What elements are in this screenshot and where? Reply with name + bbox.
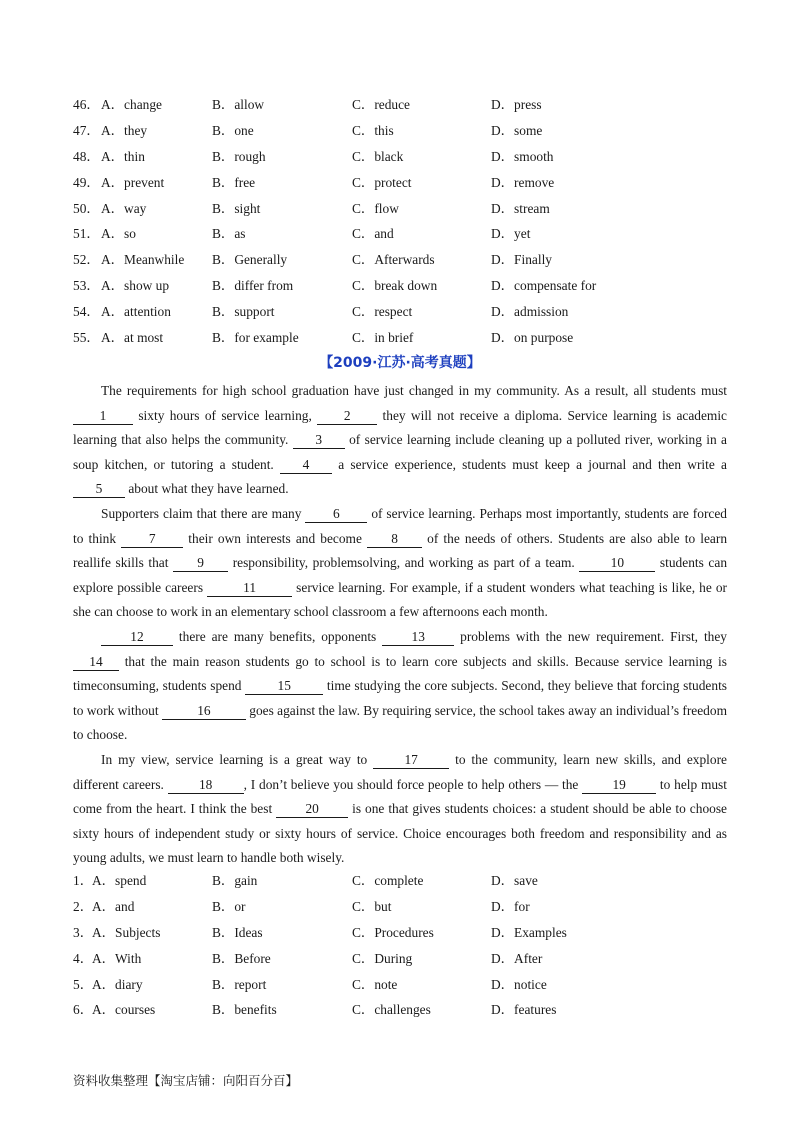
- question-row: [73, 299, 733, 325]
- option-a: A．way: [101, 200, 147, 216]
- option-c: C．in brief: [352, 330, 414, 346]
- question-row: [73, 325, 733, 351]
- option-d: D．admission: [491, 304, 569, 320]
- option-d: D．compensate for: [491, 278, 597, 294]
- question-number: 4．: [73, 950, 94, 966]
- option-c: C．respect: [352, 304, 413, 320]
- option-a: A．With: [92, 950, 142, 966]
- question-number: 51．: [73, 226, 100, 242]
- blank-13: 13: [382, 629, 454, 646]
- option-d: D．remove: [491, 174, 555, 190]
- option-a: A．they: [101, 122, 148, 138]
- passage-text: time studying the core subjects. Second, they believe that forcing students to work without: [73, 678, 728, 718]
- passage-text: is one that gives students choices: a student should be able to choose sixty hours of independent study or sixty hours of service. Choice encourages both freedom and responsibility and as young adults, we must learn to handle both wisely.: [73, 801, 727, 866]
- question-number: 54．: [73, 304, 100, 320]
- paragraph-1: [73, 379, 727, 502]
- blank-7: 7: [121, 531, 183, 548]
- question-row: [73, 247, 733, 273]
- question-number: 49．: [73, 174, 100, 190]
- question-number: 55．: [73, 330, 100, 346]
- option-b: B．differ from: [212, 278, 294, 294]
- passage-text: that the main reason students go to school is to learn core subjects and skills. Because service learning is timeconsuming, students spend: [73, 653, 727, 694]
- option-d: D．save: [491, 873, 538, 888]
- option-d: D．on purpose: [491, 330, 574, 346]
- blank-16: 16: [162, 703, 246, 720]
- option-c: C．black: [352, 148, 404, 164]
- question-row: [73, 273, 733, 299]
- option-c: C．protect: [352, 174, 412, 190]
- option-b: B．report: [212, 976, 267, 992]
- option-d: D．notice: [491, 976, 547, 992]
- section-heading: 【2009·江苏·高考真题】: [319, 355, 481, 371]
- option-c: C．reduce: [352, 97, 411, 112]
- option-d: D．smooth: [491, 148, 554, 164]
- question-row: [73, 196, 733, 222]
- option-b: B．support: [212, 304, 275, 320]
- option-a: A．so: [101, 226, 136, 242]
- option-d: D．stream: [491, 200, 550, 216]
- blank-11: 11: [207, 580, 292, 597]
- blank-1: 1: [73, 408, 133, 425]
- blank-18: 18: [168, 777, 244, 794]
- passage-text: of the needs of others. Students are also able to learn reallife skills that: [73, 530, 728, 571]
- option-c: C．During: [352, 950, 413, 966]
- option-a: A．attention: [101, 304, 171, 320]
- option-a: A．diary: [92, 976, 143, 992]
- paragraph-4: [73, 748, 727, 871]
- option-a: A．change: [101, 97, 162, 112]
- option-a: A．and: [92, 898, 135, 914]
- option-c: C．this: [352, 122, 394, 138]
- option-c: C．but: [352, 898, 392, 914]
- option-a: A．courses: [92, 1002, 156, 1018]
- passage-text: there are many benefits, opponents: [173, 628, 383, 644]
- passage-text: of service learning include cleaning up a polluted river, working in a soup kitchen, or tutoring a student.: [73, 432, 727, 472]
- option-b: B．or: [212, 898, 246, 914]
- blank-10: 10: [579, 555, 655, 572]
- blank-19: 19: [582, 777, 656, 794]
- blank-17: 17: [373, 752, 449, 769]
- option-d: D．for: [491, 898, 530, 914]
- question-number: 47．: [73, 122, 100, 138]
- option-b: B．Before: [212, 950, 271, 966]
- passage-text: In my view, service learning is a great way to: [101, 751, 374, 767]
- option-b: B．allow: [212, 97, 265, 112]
- passage-text: The requirements for high school graduation have just changed in my community. As a result, all students must: [101, 383, 727, 398]
- passage-text: about what they have learned.: [125, 481, 289, 497]
- option-c: C．and: [352, 226, 394, 242]
- cloze-passage: [73, 379, 727, 871]
- option-d: D．After: [491, 950, 543, 966]
- passage-text: responsibility, problemsolving, and working as part of a team.: [228, 555, 580, 571]
- question-number: 3．: [73, 924, 94, 940]
- option-b: B．Generally: [212, 252, 288, 268]
- option-b: B．benefits: [212, 1002, 277, 1018]
- page-footer: 资料收集整理【淘宝店铺：向阳百分百】: [73, 1073, 299, 1088]
- options-list-top: [73, 92, 733, 351]
- question-number: 53．: [73, 278, 100, 294]
- option-c: C．note: [352, 976, 398, 992]
- option-a: A．show up: [101, 278, 170, 294]
- option-b: B．sight: [212, 200, 261, 216]
- passage-text: Supporters claim that there are many: [101, 505, 306, 521]
- question-row: [73, 894, 733, 920]
- passage-text: to help must come from the heart. I think the best: [73, 776, 727, 817]
- option-d: D．some: [491, 122, 543, 138]
- blank-20: 20: [276, 801, 348, 818]
- option-a: A．spend: [92, 873, 147, 888]
- passage-text: to the community, learn new skills, and explore different careers.: [73, 751, 727, 792]
- question-number: 1．: [73, 873, 94, 888]
- option-c: C．complete: [352, 873, 424, 888]
- option-c: C．challenges: [352, 1002, 431, 1018]
- question-number: 50．: [73, 200, 100, 216]
- question-number: 2．: [73, 898, 94, 914]
- blank-15: 15: [245, 678, 323, 695]
- paragraph-2: [73, 502, 727, 625]
- blank-6: 6: [305, 506, 367, 523]
- option-b: B．Ideas: [212, 924, 263, 940]
- question-number: 46．: [73, 97, 100, 112]
- question-number: 6．: [73, 1002, 94, 1018]
- question-row: [73, 92, 733, 118]
- option-c: C．Procedures: [352, 924, 434, 940]
- passage-text: sixty hours of service learning,: [133, 407, 318, 423]
- question-row: [73, 118, 733, 144]
- passage-text: students can explore possible careers: [73, 555, 728, 595]
- blank-4: 4: [280, 457, 332, 474]
- option-c: C．Afterwards: [352, 252, 435, 268]
- question-number: 5．: [73, 976, 94, 992]
- option-b: B．free: [212, 174, 256, 190]
- question-row: [73, 972, 733, 998]
- question-number: 48．: [73, 148, 100, 164]
- question-row: [73, 868, 733, 894]
- passage-text: of service learning. Perhaps most importantly, students are forced to think: [73, 505, 727, 546]
- passage-text: goes against the law. By requiring service, the school takes away an individual’s freedom to choose.: [73, 702, 727, 743]
- option-a: A．prevent: [101, 174, 165, 190]
- option-c: C．break down: [352, 278, 438, 294]
- paragraph-3: [73, 625, 727, 748]
- option-b: B．as: [212, 226, 246, 242]
- passage-text: their own interests and become: [183, 530, 368, 546]
- blank-2: 2: [317, 408, 377, 425]
- blank-9: 9: [173, 555, 228, 572]
- passage-text: , I don’t believe you should force people to help others — the: [243, 776, 583, 792]
- option-b: B．rough: [212, 148, 266, 164]
- option-a: A．thin: [101, 148, 145, 164]
- blank-8: 8: [367, 531, 422, 548]
- passage-text: a service experience, students must keep a journal and then write a: [332, 456, 727, 472]
- blank-5: 5: [73, 481, 125, 498]
- passage-text: service learning. For example, if a student wonders what teaching is like, he or she can choose to work in an elementary school classroom a few afternoons each month.: [73, 579, 727, 620]
- options-list-bottom: [73, 868, 733, 1023]
- option-d: D．Finally: [491, 252, 553, 268]
- option-b: B．gain: [212, 873, 258, 888]
- passage-text: problems with the new requirement. First, they: [454, 628, 727, 644]
- question-row: [73, 221, 733, 247]
- option-a: A．at most: [101, 330, 164, 346]
- question-row: [73, 170, 733, 196]
- option-b: B．one: [212, 122, 254, 138]
- option-a: A．Subjects: [92, 924, 161, 940]
- option-c: C．flow: [352, 200, 399, 216]
- passage-text: they will not receive a diploma. Service learning is academic learning that also helps the community.: [73, 407, 727, 448]
- option-b: B．for example: [212, 330, 299, 346]
- blank-3: 3: [293, 432, 345, 449]
- option-d: D．yet: [491, 226, 531, 242]
- question-row: [73, 997, 733, 1023]
- question-row: [73, 946, 733, 972]
- blank-12: 12: [101, 629, 173, 646]
- option-a: A．Meanwhile: [101, 252, 185, 268]
- question-number: 52．: [73, 252, 100, 268]
- option-d: D．Examples: [491, 924, 567, 940]
- option-d: D．features: [491, 1002, 557, 1018]
- question-row: [73, 144, 733, 170]
- question-row: [73, 920, 733, 946]
- option-d: D．press: [491, 97, 542, 112]
- blank-14: 14: [73, 654, 119, 671]
